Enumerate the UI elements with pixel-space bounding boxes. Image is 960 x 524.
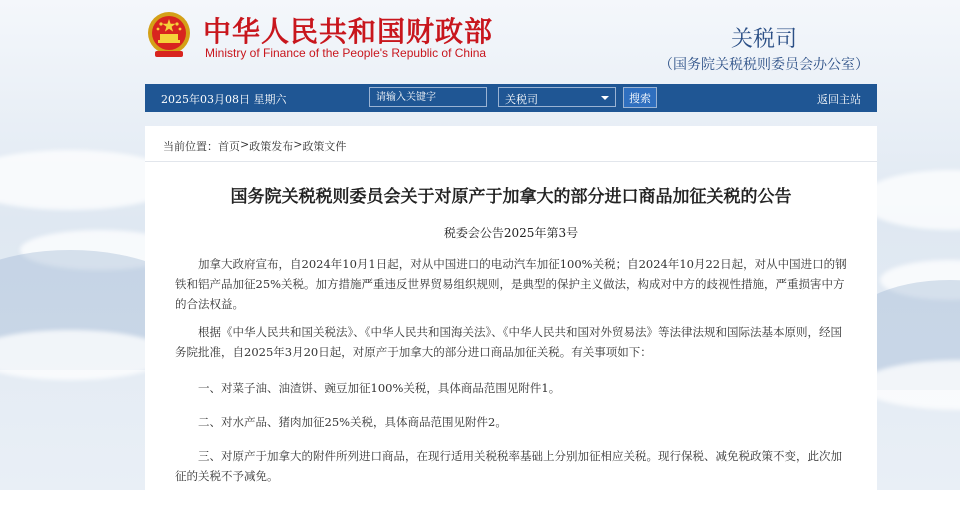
breadcrumb-separator: > (240, 138, 250, 151)
bottom-strip (0, 490, 960, 524)
content-panel (145, 126, 877, 490)
site-title: 中华人民共和国财政部 (203, 15, 494, 48)
document-paragraph: 加拿大政府宣布，自2024年10月1日起，对从中国进口的电动汽车加征100%关税；自2024年10月22日起，对从中国进口的钢铁和铝产品加征25%关税。加方措施严重违反世界贸易组织规则，是典型的保护主义做法，构成对中方的歧视性措施，严重损害中方的合法权益。 (175, 257, 847, 311)
breadcrumb-divider (145, 161, 877, 162)
breadcrumb-policy-release[interactable]: 政策发布 (249, 140, 294, 153)
document-paragraph: 根据《中华人民共和国关税法》、《中华人民共和国海关法》、《中华人民共和国对外贸易法》等法律法规和国际法基本原则，经国务院批准，自2025年3月20日起，对原产于加拿大的部分进口商品加征关税。有关事项如下： (175, 325, 842, 359)
document-paragraph: 一、对菜子油、油渣饼、豌豆加征100%关税，具体商品范围见附件1。 (198, 381, 561, 395)
chevron-down-icon (601, 96, 609, 100)
national-emblem-icon (145, 10, 193, 60)
department-select[interactable] (498, 87, 616, 107)
current-date: 2025年03月08日 星期六 (161, 93, 287, 106)
breadcrumb (163, 138, 346, 154)
breadcrumb-prefix: 当前位置： (163, 140, 218, 153)
nav-bar (145, 84, 877, 112)
document-paragraph: 三、对原产于加拿大的附件所列进口商品，在现行适用关税税率基础上分别加征相应关税。现行保税、减免税政策不变，此次加征的关税不予减免。 (175, 449, 842, 483)
dept-title: 关税司 (730, 27, 797, 52)
document-paragraph: 二、对水产品、猪肉加征25%关税，具体商品范围见附件2。 (198, 415, 507, 429)
search-button[interactable]: 搜索 (623, 87, 657, 108)
site-subtitle: Ministry of Finance of the People's Republic of China (205, 46, 487, 60)
site-header (145, 0, 877, 82)
breadcrumb-separator: > (293, 138, 303, 151)
document-number: 税委会公告2025年第3号 (443, 226, 579, 240)
department-select-value: 关税司 (505, 93, 538, 106)
dept-subtitle: （国务院关税税则委员会办公室） (659, 57, 869, 73)
document-title: 国务院关税税则委员会关于对原产于加拿大的部分进口商品加征关税的公告 (230, 187, 792, 207)
breadcrumb-policy-documents[interactable]: 政策文件 (302, 140, 347, 153)
search-input[interactable] (369, 87, 487, 107)
breadcrumb-home[interactable]: 首页 (218, 140, 240, 153)
home-link[interactable]: 返回主站 (817, 93, 861, 106)
